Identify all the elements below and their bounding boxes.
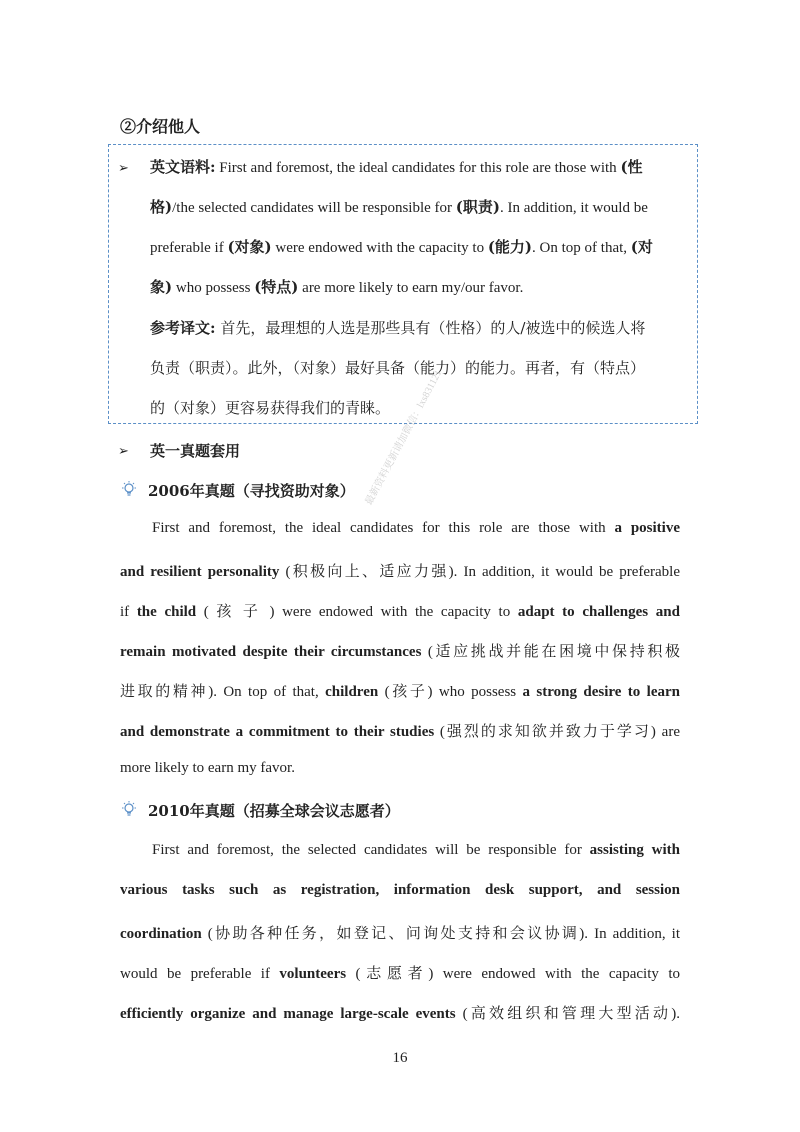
reference-label: 参考译文:	[150, 319, 216, 337]
exam-2010-line-2: various tasks such as registration, information desk support, and session	[120, 882, 680, 898]
exam-2006-line-3: if the child ( 孩 子 ) were endowed with the capacity to adapt to challenges and	[120, 604, 680, 620]
exam-2006-title: 2006年真题（寻找资助对象）	[148, 482, 355, 500]
exam-2006-line-5: 进取的精神). On top of that, children (孩子) who possess a strong desire to learn	[120, 684, 681, 700]
reference-line-3: 的（对象）更容易获得我们的青睐。	[150, 399, 391, 417]
exam-2006-line-1: First and foremost, the ideal candidates for this role are those with a positive	[152, 520, 680, 536]
exam-2006-line-7: more likely to earn my favor.	[120, 760, 295, 776]
exam-2006-line-2: and resilient personality (积极向上、适应力强). In addition, it would be preferable	[120, 564, 680, 580]
exam-2006-line-4: remain motivated despite their circumstances (适应挑战并能在困境中保持积极	[120, 644, 680, 660]
reference-line-2: 负责（职责）。此外，（对象）最好具备（能力）的能力。再者，有（特点）	[150, 359, 646, 377]
page-number: 16	[392, 1050, 408, 1066]
exam-2010-line-4: would be preferable if volunteers (志愿者) were endowed with the capacity to	[120, 966, 680, 982]
template-line-4: 象) who possess (特点) are more likely to earn my/our favor.	[150, 278, 524, 296]
template-line-3: preferable if (对象) were endowed with the capacity to (能力). On top of that, (对	[150, 238, 653, 256]
exam-2006-line-6: and demonstrate a commitment to their studies (强烈的求知欲并致力于学习) are	[120, 724, 680, 740]
exam-2010-title: 2010年真题（招募全球会议志愿者）	[148, 802, 400, 820]
bullet-icon: ➢	[118, 443, 129, 458]
exam-2010-line-3: coordination (协助各种任务，如登记、问询处支持和会议协调). In addition, it	[120, 926, 680, 942]
exam-2010-line-1: First and foremost, the selected candidates will be responsible for assisting with	[152, 842, 680, 858]
reference-line-1: 参考译文: 首先，最理想的人选是那些具有（性格）的人/被选中的候选人将	[150, 319, 646, 337]
template-line-1: 英文语料: First and foremost, the ideal candidates for this role are those with (性	[150, 158, 643, 176]
template-line-2: 格)/the selected candidates will be responsible for (职责). In addition, it would be	[150, 198, 648, 216]
lightbulb-icon	[120, 480, 138, 498]
lightbulb-icon	[120, 800, 138, 818]
bullet-icon: ➢	[118, 160, 129, 175]
exam-2010-line-5: efficiently organize and manage large-scale events (高效组织和管理大型活动).	[120, 1006, 680, 1022]
section-title: ②介绍他人	[120, 119, 201, 136]
exam-heading: 英一真题套用	[150, 442, 241, 460]
template-label: 英文语料:	[150, 158, 216, 176]
watermark: 最新资料更新请加微信：lxs831121	[363, 368, 445, 508]
